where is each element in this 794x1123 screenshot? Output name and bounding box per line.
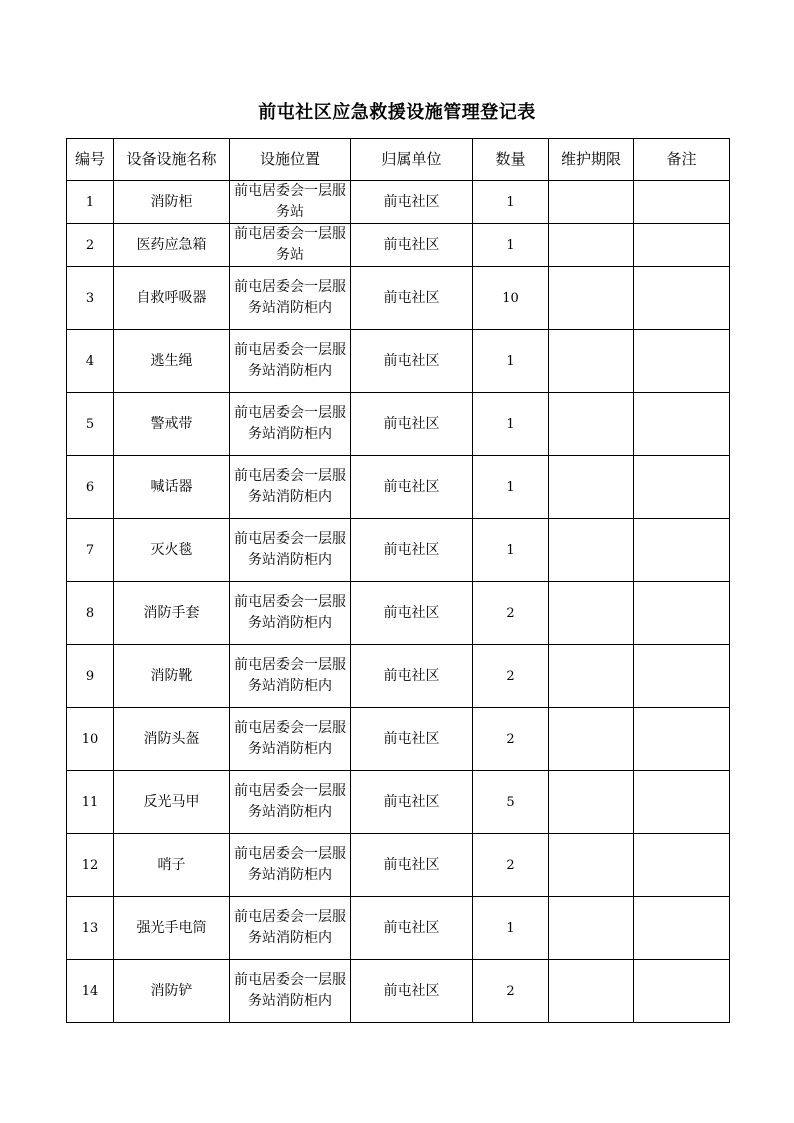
cell-qty: 1 (473, 519, 549, 582)
cell-maint (549, 181, 634, 224)
cell-location: 前屯居委会一层服务站消防柜内 (230, 960, 351, 1023)
cell-no: 12 (67, 834, 114, 897)
cell-qty: 1 (473, 224, 549, 267)
cell-no: 7 (67, 519, 114, 582)
cell-unit: 前屯社区 (351, 393, 473, 456)
cell-name: 消防柜 (114, 181, 230, 224)
table-row (67, 771, 730, 834)
cell-qty: 1 (473, 897, 549, 960)
cell-name: 警戒带 (114, 393, 230, 456)
cell-no: 10 (67, 708, 114, 771)
header-qty: 数量 (473, 139, 549, 181)
cell-no: 6 (67, 456, 114, 519)
cell-no: 14 (67, 960, 114, 1023)
header-location: 设施位置 (230, 139, 351, 181)
cell-qty: 2 (473, 708, 549, 771)
cell-maint (549, 224, 634, 267)
cell-note (634, 393, 730, 456)
cell-note (634, 834, 730, 897)
header-unit: 归属单位 (351, 139, 473, 181)
cell-unit: 前屯社区 (351, 181, 473, 224)
cell-maint (549, 330, 634, 393)
cell-maint (549, 708, 634, 771)
cell-location: 前屯居委会一层服务站消防柜内 (230, 708, 351, 771)
cell-note (634, 897, 730, 960)
cell-qty: 5 (473, 771, 549, 834)
cell-note (634, 224, 730, 267)
cell-note (634, 330, 730, 393)
table-row (67, 456, 730, 519)
cell-name: 逃生绳 (114, 330, 230, 393)
table-row (67, 708, 730, 771)
cell-no: 8 (67, 582, 114, 645)
cell-unit: 前屯社区 (351, 582, 473, 645)
facility-register-table (66, 138, 730, 1023)
cell-maint (549, 771, 634, 834)
cell-name: 消防铲 (114, 960, 230, 1023)
cell-note (634, 456, 730, 519)
cell-unit: 前屯社区 (351, 645, 473, 708)
table-row (67, 181, 730, 224)
cell-unit: 前屯社区 (351, 519, 473, 582)
cell-name: 消防靴 (114, 645, 230, 708)
cell-location: 前屯居委会一层服务站消防柜内 (230, 771, 351, 834)
cell-note (634, 771, 730, 834)
cell-qty: 2 (473, 834, 549, 897)
cell-no: 5 (67, 393, 114, 456)
cell-no: 13 (67, 897, 114, 960)
cell-location: 前屯居委会一层服务站消防柜内 (230, 582, 351, 645)
cell-location: 前屯居委会一层服务站消防柜内 (230, 519, 351, 582)
cell-location: 前屯居委会一层服务站消防柜内 (230, 330, 351, 393)
table-header-row (67, 139, 730, 181)
table-row (67, 393, 730, 456)
table-row (67, 519, 730, 582)
page-title: 前屯社区应急救援设施管理登记表 (258, 102, 536, 123)
cell-location: 前屯居委会一层服务站 (230, 181, 351, 224)
table-row (67, 897, 730, 960)
cell-maint (549, 393, 634, 456)
cell-unit: 前屯社区 (351, 330, 473, 393)
cell-note (634, 708, 730, 771)
cell-unit: 前屯社区 (351, 834, 473, 897)
table-row (67, 582, 730, 645)
cell-maint (549, 834, 634, 897)
cell-note (634, 181, 730, 224)
cell-location: 前屯居委会一层服务站消防柜内 (230, 897, 351, 960)
table-row (67, 224, 730, 267)
cell-qty: 1 (473, 330, 549, 393)
cell-name: 强光手电筒 (114, 897, 230, 960)
cell-maint (549, 960, 634, 1023)
table-body (67, 181, 730, 1023)
cell-no: 3 (67, 267, 114, 330)
cell-maint (549, 456, 634, 519)
cell-no: 1 (67, 181, 114, 224)
cell-maint (549, 645, 634, 708)
cell-note (634, 267, 730, 330)
cell-maint (549, 582, 634, 645)
cell-location: 前屯居委会一层服务站 (230, 224, 351, 267)
header-note: 备注 (634, 139, 730, 181)
cell-qty: 1 (473, 181, 549, 224)
cell-no: 2 (67, 224, 114, 267)
cell-unit: 前屯社区 (351, 708, 473, 771)
cell-maint (549, 267, 634, 330)
cell-name: 反光马甲 (114, 771, 230, 834)
cell-name: 哨子 (114, 834, 230, 897)
cell-name: 自救呼吸器 (114, 267, 230, 330)
header-no: 编号 (67, 139, 114, 181)
table-row (67, 834, 730, 897)
cell-qty: 1 (473, 393, 549, 456)
cell-unit: 前屯社区 (351, 771, 473, 834)
cell-location: 前屯居委会一层服务站消防柜内 (230, 834, 351, 897)
cell-maint (549, 897, 634, 960)
cell-qty: 1 (473, 456, 549, 519)
cell-name: 消防手套 (114, 582, 230, 645)
cell-name: 医药应急箱 (114, 224, 230, 267)
cell-location: 前屯居委会一层服务站消防柜内 (230, 645, 351, 708)
cell-qty: 2 (473, 582, 549, 645)
table-row (67, 645, 730, 708)
cell-note (634, 645, 730, 708)
header-maint: 维护期限 (549, 139, 634, 181)
table-row (67, 960, 730, 1023)
cell-unit: 前屯社区 (351, 224, 473, 267)
cell-location: 前屯居委会一层服务站消防柜内 (230, 393, 351, 456)
table-row (67, 267, 730, 330)
cell-note (634, 519, 730, 582)
cell-name: 灭火毯 (114, 519, 230, 582)
cell-qty: 10 (473, 267, 549, 330)
cell-no: 11 (67, 771, 114, 834)
cell-no: 4 (67, 330, 114, 393)
cell-unit: 前屯社区 (351, 960, 473, 1023)
cell-name: 喊话器 (114, 456, 230, 519)
table-row (67, 330, 730, 393)
cell-qty: 2 (473, 960, 549, 1023)
cell-unit: 前屯社区 (351, 456, 473, 519)
cell-location: 前屯居委会一层服务站消防柜内 (230, 267, 351, 330)
cell-note (634, 582, 730, 645)
cell-no: 9 (67, 645, 114, 708)
cell-note (634, 960, 730, 1023)
cell-maint (549, 519, 634, 582)
header-name: 设备设施名称 (114, 139, 230, 181)
cell-name: 消防头盔 (114, 708, 230, 771)
cell-unit: 前屯社区 (351, 897, 473, 960)
cell-unit: 前屯社区 (351, 267, 473, 330)
cell-qty: 2 (473, 645, 549, 708)
cell-location: 前屯居委会一层服务站消防柜内 (230, 456, 351, 519)
